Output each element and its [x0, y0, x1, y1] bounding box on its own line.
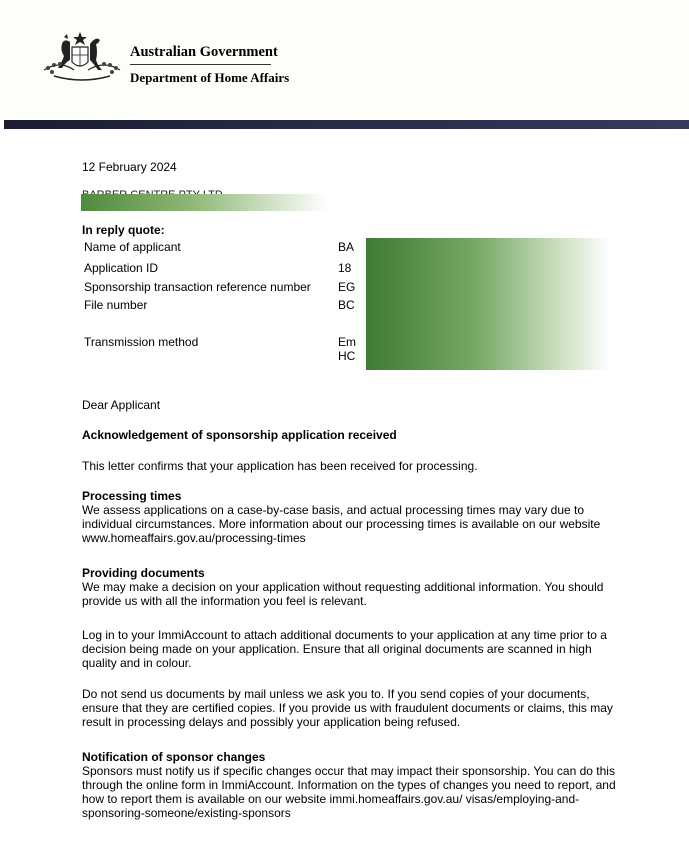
- redaction-strip: [81, 194, 328, 211]
- documents-paragraph-3: Do not send us documents by mail unless we ask you to. If you send copies of your documents, ensure that they are certified copies. If you provide us with fraudulent documents or claims, this may result in processing delays and possibly your application being refused.: [82, 687, 613, 729]
- field-label-application-id: Application ID: [84, 261, 159, 275]
- processing-heading: Processing times: [82, 489, 182, 503]
- letter-date: 12 February 2024: [82, 160, 177, 174]
- letter-subject: Acknowledgement of sponsorship application received: [82, 428, 397, 442]
- processing-paragraph: We assess applications on a case-by-case basis, and actual processing times may vary due to individual circumstances. More information about our processing times is available on our website www.homeaffairs.gov.au/processing-times: [82, 503, 601, 545]
- field-label-transmission: Transmission method: [84, 335, 199, 349]
- salutation: Dear Applicant: [82, 398, 161, 412]
- field-label-trn: Sponsorship transaction reference number: [84, 280, 311, 294]
- header-band: [4, 120, 689, 129]
- government-name: Australian Government: [130, 44, 278, 60]
- intro-paragraph: This letter confirms that your application has been received for processing.: [82, 459, 478, 473]
- field-value-transmission-line2: HC: [338, 349, 356, 363]
- field-value-applicant: BA: [338, 240, 355, 254]
- documents-paragraph-2: Log in to your ImmiAccount to attach additional documents to your application at any time prior to a decision being made on your application. Ensure that all original documents are scanned in high quality and in colour.: [82, 628, 607, 670]
- changes-heading: Notification of sponsor changes: [82, 750, 266, 764]
- letterhead: [0, 0, 689, 122]
- header-divider: [130, 64, 271, 65]
- redaction-block: [366, 238, 610, 370]
- reply-quote-heading: In reply quote:: [82, 223, 165, 237]
- field-label-file-number: File number: [84, 298, 148, 312]
- coat-of-arms-icon: [40, 30, 124, 84]
- documents-paragraph-1: We may make a decision on your application without requesting additional information. You should provide us with all the information you feel is relevant.: [82, 580, 604, 608]
- field-value-application-id: 18: [338, 261, 352, 275]
- field-value-file-number: BC: [338, 298, 355, 312]
- department-name: Department of Home Affairs: [130, 70, 290, 85]
- field-label-applicant: Name of applicant: [84, 240, 181, 254]
- changes-paragraph: Sponsors must notify us if specific changes occur that may impact their sponsorship. You can do this through the online form in ImmiAccount. Information on the types of changes you need to report, and how to report them is available on our website immi.homeaffairs.gov.au/ visas/employing-and-sponsoring-someone/existing-sponsors: [82, 764, 616, 820]
- field-value-trn: EG: [338, 280, 356, 294]
- documents-heading: Providing documents: [82, 566, 205, 580]
- field-value-transmission: Em: [338, 335, 356, 349]
